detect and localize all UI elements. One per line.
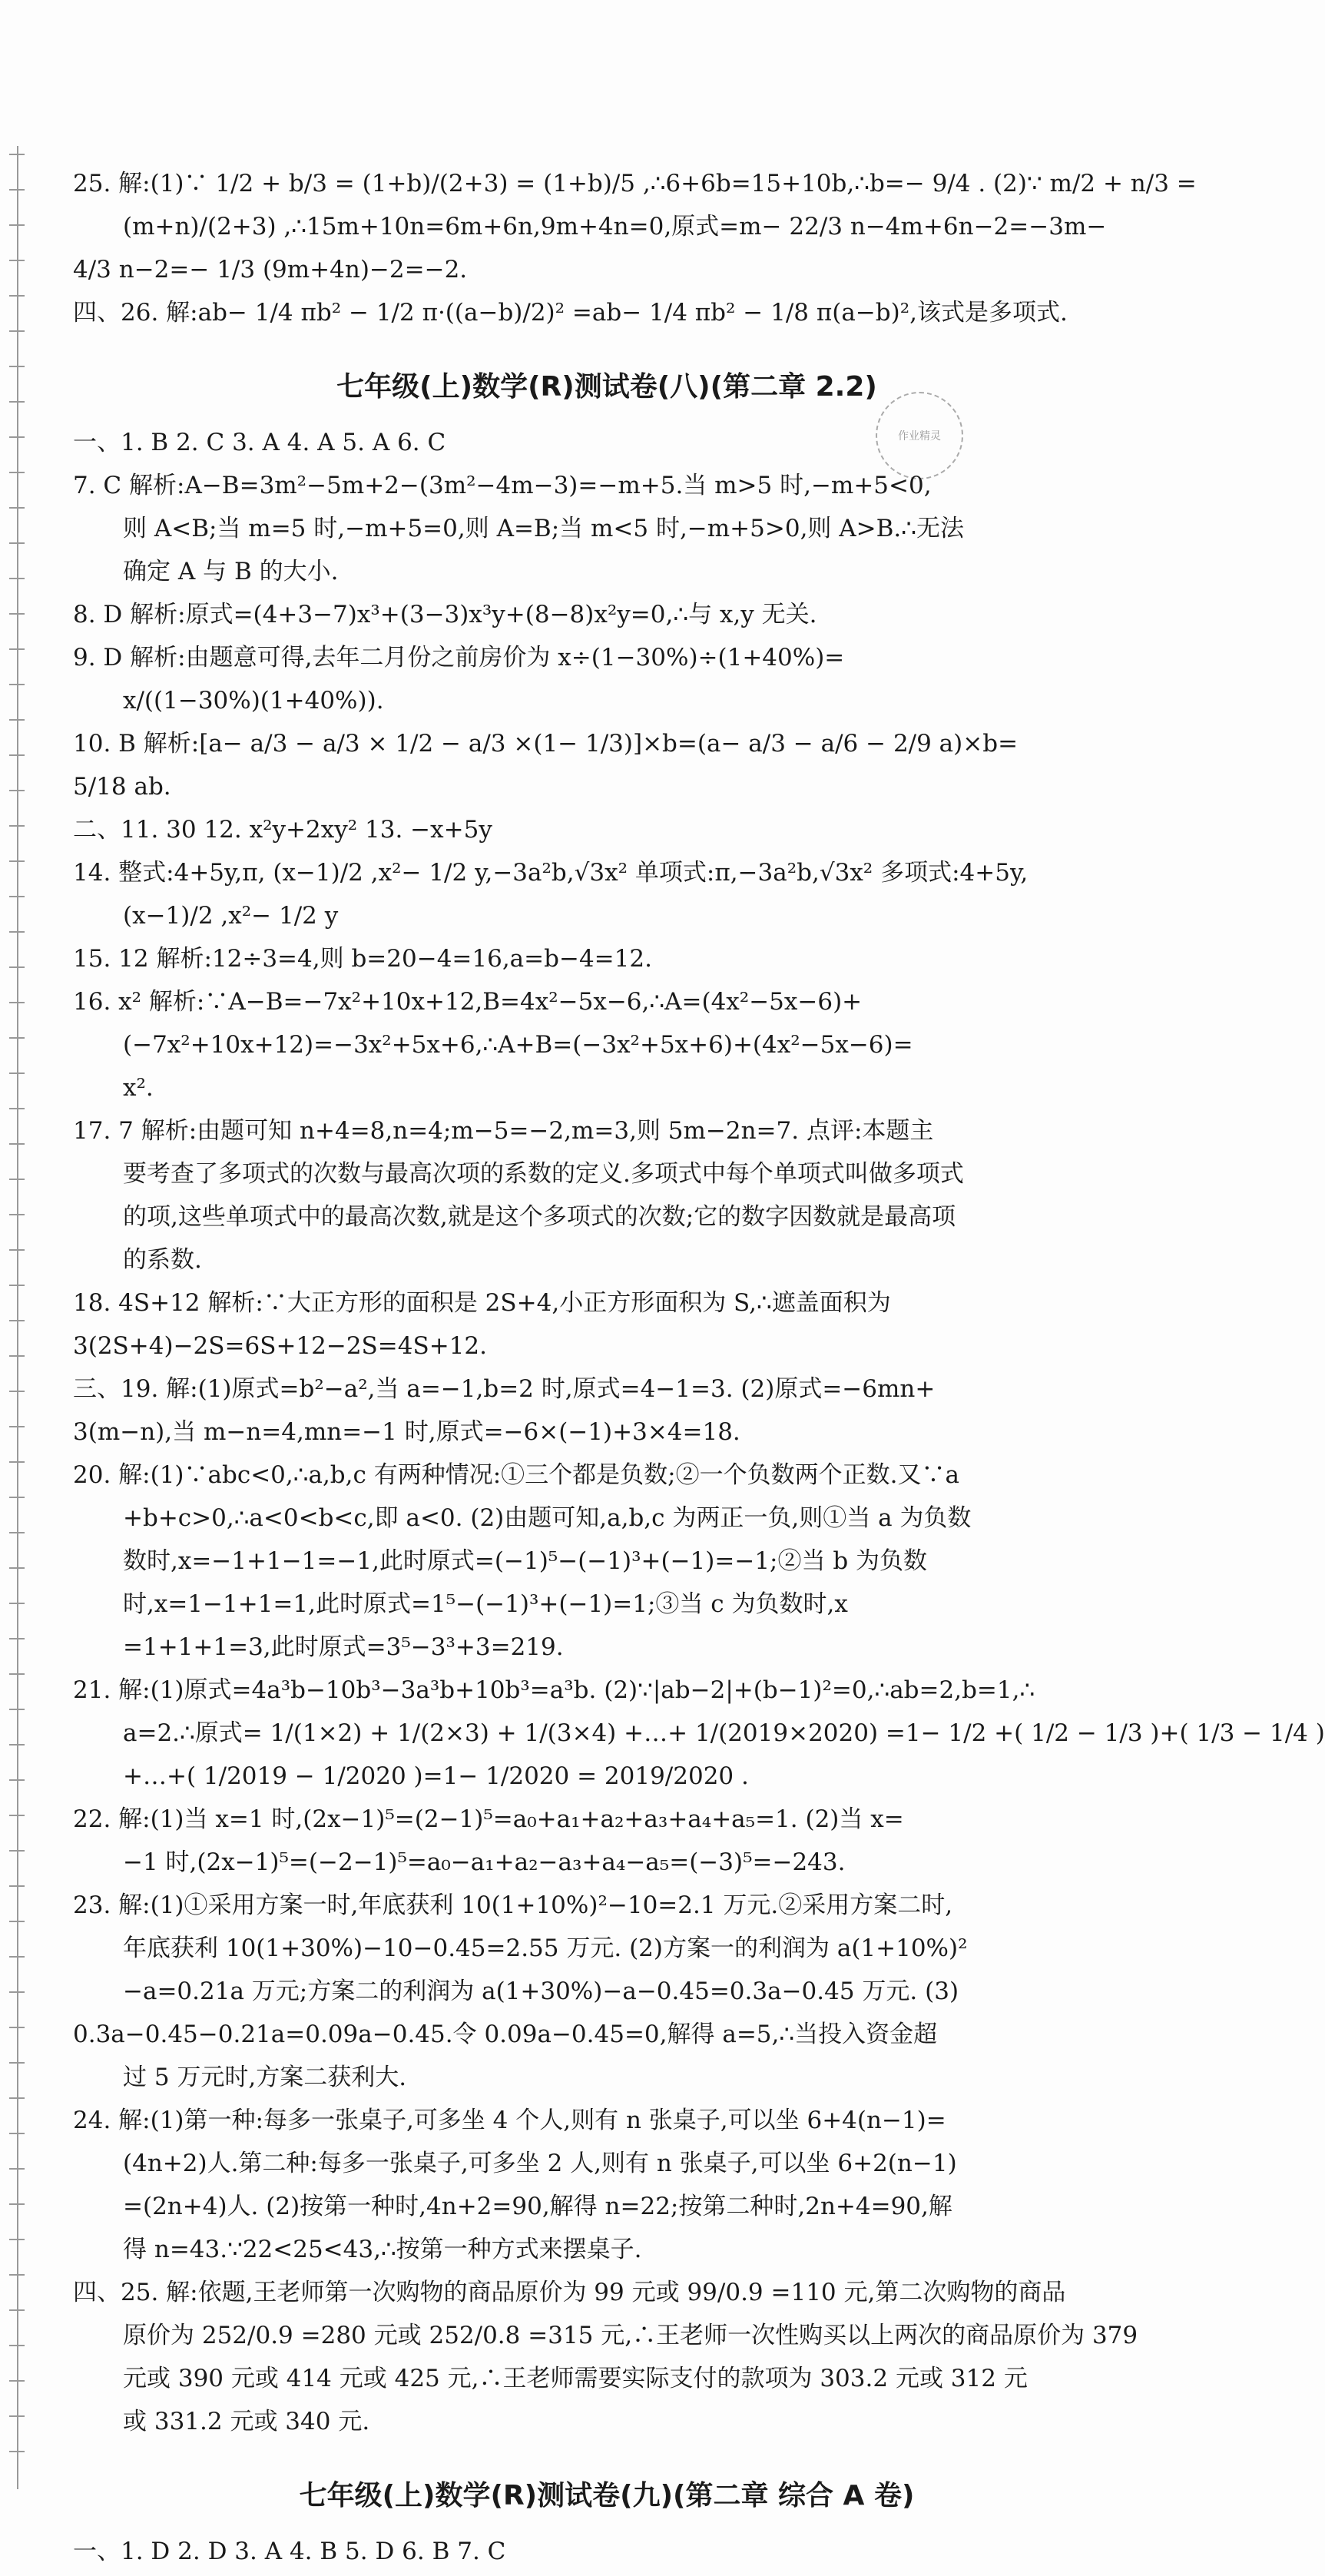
binding-tick [9, 1249, 25, 1251]
binding-tick [9, 1073, 25, 1074]
binding-tick [9, 1285, 25, 1286]
answer-line: 5/18 ab. [73, 773, 171, 801]
binding-tick [9, 1108, 25, 1109]
answer-line: 一、1. B 2. C 3. A 4. A 5. A 6. C [73, 429, 446, 456]
answer-line: 20. 解:(1)∵abc<0,∴a,b,c 有两种情况:①三个都是负数;②一个负数两个正数.又∵a [73, 1461, 959, 1489]
binding-tick [9, 613, 25, 615]
answer-line: 3(m−n),当 m−n=4,mn=−1 时,原式=−6×(−1)+3×4=18. [73, 1418, 740, 1446]
binding-tick [9, 2274, 25, 2276]
binding-tick [9, 1744, 25, 1746]
answer-line: 21. 解:(1)原式=4a³b−10b³−3a³b+10b³=a³b. (2)∵|ab−2|+(b−1)²=0,∴ab=2,b=1,∴ [73, 1676, 1035, 1704]
binding-tick [9, 2380, 25, 2382]
answer-line: 16. x² 解析:∵A−B=−7x²+10x+12,B=4x²−5x−6,∴A=(4x²−5x−6)+ [73, 988, 863, 1016]
binding-tick [9, 1815, 25, 1816]
watermark-stamp: 作业精灵 [876, 392, 963, 479]
binding-tick [9, 330, 25, 332]
answer-line: 7. C 解析:A−B=3m²−5m+2−(3m²−4m−3)=−m+5.当 m>5 时,−m+5<0, [73, 472, 932, 499]
binding-tick [9, 1991, 25, 1993]
binding-tick [9, 436, 25, 438]
answer-content [73, 165, 1325, 2576]
binding-tick [9, 1143, 25, 1145]
answer-line: 过 5 万元时,方案二获利大. [123, 2064, 407, 2091]
binding-tick [9, 1567, 25, 1569]
binding-tick [9, 966, 25, 968]
binding-tick [9, 578, 25, 579]
binding-tick [9, 2168, 25, 2170]
binding-tick [9, 790, 25, 791]
answer-line: 一、1. D 2. D 3. A 4. B 5. D 6. B 7. C [73, 2538, 506, 2565]
answer-line: (4n+2)人.第二种:每多一张桌子,可多坐 2 人,则有 n 张桌子,可以坐 6+2(n−1) [123, 2150, 957, 2177]
binding-tick [9, 1355, 25, 1357]
answer-line: 四、26. 解:ab− 1/4 πb² − 1/2 π·((a−b)/2)² =ab− 1/4 πb² − 1/8 π(a−b)²,该式是多项式. [73, 299, 1068, 327]
answer-line: x/((1−30%)(1+40%)). [123, 687, 384, 714]
binding-tick [9, 1497, 25, 1498]
binding-tick [9, 825, 25, 827]
binding-tick [9, 2309, 25, 2311]
answer-line: x². [123, 1074, 154, 1102]
answer-line: 8. D 解析:原式=(4+3−7)x³+(3−3)x³y+(8−8)x²y=0,∴与 x,y 无关. [73, 601, 817, 628]
answer-line: =(2n+4)人. (2)按第一种时,4n+2=90,解得 n=22;按第二种时,2n+4=90,解 [123, 2193, 952, 2220]
answer-line: (m+n)/(2+3) ,∴15m+10n=6m+6n,9m+4n=0,原式=m− 22/3 n−4m+6n−2=−3m− [123, 213, 1107, 240]
binding-tick [9, 1002, 25, 1003]
answers-block-test-9-start [73, 2533, 1141, 2570]
answer-line: 数时,x=−1+1−1=−1,此时原式=(−1)⁵−(−1)³+(−1)=−1;②当 b 为负数 [123, 1547, 928, 1575]
answer-line: −1 时,(2x−1)⁵=(−2−1)⁵=a₀−a₁+a₂−a₃+a₄−a₅=(−3)⁵=−243. [123, 1848, 846, 1876]
binding-tick [9, 2027, 25, 2028]
binding-tick [9, 1320, 25, 1321]
answer-line: 确定 A 与 B 的大小. [123, 558, 339, 585]
answer-line: 10. B 解析:[a− a/3 − a/3 × 1/2 − a/3 ×(1− 1/3)]×b=(a− a/3 − a/6 − 2/9 a)×b= [73, 730, 1019, 758]
binding-tick [9, 1603, 25, 1604]
binding-tick [9, 860, 25, 862]
binding-tick [9, 224, 25, 226]
answers-block-test-8 [73, 424, 1325, 2440]
binding-tick [9, 472, 25, 473]
binding-margin-line [17, 146, 18, 2489]
answer-line: 原价为 252/0.9 =280 元或 252/0.8 =315 元,∴王老师一次性购买以上两次的商品原价为 379 [123, 2322, 1138, 2349]
binding-tick [9, 1956, 25, 1958]
answer-line: −a=0.21a 万元;方案二的利润为 a(1+30%)−a−0.45=0.3a−0.45 万元. (3) [123, 1978, 959, 2005]
answer-line: 二、11. 30 12. x²y+2xy² 13. −x+5y [73, 816, 492, 844]
answer-line: (−7x²+10x+12)=−3x²+5x+6,∴A+B=(−3x²+5x+6)+(4x²−5x−6)= [123, 1031, 913, 1059]
binding-tick [9, 754, 25, 756]
answer-line: 时,x=1−1+1=1,此时原式=1⁵−(−1)³+(−1)=1;③当 c 为负数时,x [123, 1590, 848, 1618]
answer-line: =1+1+1=3,此时原式=3⁵−3³+3=219. [123, 1633, 564, 1661]
answer-line: 24. 解:(1)第一种:每多一张桌子,可多坐 4 个人,则有 n 张桌子,可以坐 6+4(n−1)= [73, 2107, 946, 2134]
section-heading-test-9: 七年级(上)数学(R)测试卷(九)(第二章 综合 A 卷) [299, 2480, 915, 2511]
answer-line: 得 n=43.∵22<25<43,∴按第一种方式来摆桌子. [123, 2236, 642, 2263]
answer-line: 9. D 解析:由题意可得,去年二月份之前房价为 x÷(1−30%)÷(1+40%)= [73, 644, 845, 671]
answers-block-test-7-end [73, 165, 1197, 331]
binding-tick [9, 189, 25, 191]
binding-tick [9, 648, 25, 650]
binding-tick [9, 507, 25, 509]
answer-line: a=2.∴原式= 1/(1×2) + 1/(2×3) + 1/(3×4) +…+ 1/(2019×2020) =1− 1/2 +( 1/2 − 1/3 )+( 1/3 − 1/4 ) [123, 1719, 1325, 1747]
binding-tick [9, 719, 25, 721]
binding-tick [9, 2062, 25, 2064]
binding-tick [9, 896, 25, 897]
binding-tick [9, 2239, 25, 2240]
answer-line: 15. 12 解析:12÷3=4,则 b=20−4=16,a=b−4=12. [73, 945, 652, 973]
answer-line: 年底获利 10(1+30%)−10−0.45=2.55 万元. (2)方案一的利润为 a(1+10%)² [123, 1934, 968, 1962]
binding-tick [9, 542, 25, 544]
answer-line: 的系数. [123, 1246, 202, 1274]
answer-line: 4/3 n−2=− 1/3 (9m+4n)−2=−2. [73, 256, 468, 283]
answer-line: 要考查了多项式的次数与最高次项的系数的定义.多项式中每个单项式叫做多项式 [123, 1160, 964, 1188]
section-heading-test-8: 七年级(上)数学(R)测试卷(八)(第二章 2.2) [336, 371, 877, 403]
answer-line: 的项,这些单项式中的最高次数,就是这个多项式的次数;它的数字因数就是最高项 [123, 1203, 956, 1231]
binding-tick [9, 2451, 25, 2452]
binding-tick [9, 260, 25, 261]
answer-line: 25. 解:(1)∵ 1/2 + b/3 = (1+b)/(2+3) = (1+b)/5 ,∴6+6b=15+10b,∴b=− 9/4 . (2)∵ m/2 + n/3 = [73, 170, 1197, 197]
answer-line: 3(2S+4)−2S=6S+12−2S=4S+12. [73, 1332, 488, 1360]
binding-tick [9, 1779, 25, 1781]
binding-tick [9, 1179, 25, 1180]
binding-tick [9, 1391, 25, 1392]
binding-tick [9, 1214, 25, 1215]
binding-tick [9, 1426, 25, 1427]
binding-tick [9, 1709, 25, 1710]
binding-tick [9, 1921, 25, 1922]
binding-tick [9, 401, 25, 403]
answer-line: 四、25. 解:依题,王老师第一次购物的商品原价为 99 元或 99/0.9 =110 元,第二次购物的商品 [73, 2279, 1066, 2306]
answer-line: 三、19. 解:(1)原式=b²−a²,当 a=−1,b=2 时,原式=4−1=3. (2)原式=−6mn+ [73, 1375, 936, 1403]
answer-line: 18. 4S+12 解析:∵大正方形的面积是 2S+4,小正方形面积为 S,∴遮盖面积为 [73, 1289, 891, 1317]
answer-line: 则 A<B;当 m=5 时,−m+5=0,则 A=B;当 m<5 时,−m+5>0,则 A>B.∴无法 [123, 515, 965, 542]
binding-tick [9, 931, 25, 933]
binding-tick [9, 1673, 25, 1675]
binding-tick [9, 154, 25, 155]
answer-line: 或 331.2 元或 340 元. [123, 2408, 370, 2435]
binding-tick [9, 1850, 25, 1852]
binding-tick [9, 2133, 25, 2134]
answer-line: +b+c>0,∴a<0<b<c,即 a<0. (2)由题可知,a,b,c 为两正一负,则①当 a 为负数 [123, 1504, 972, 1532]
binding-tick [9, 1461, 25, 1463]
binding-tick [9, 295, 25, 297]
answer-line: 0.3a−0.45−0.21a=0.09a−0.45.令 0.09a−0.45=0,解得 a=5,∴当投入资金超 [73, 2021, 938, 2048]
binding-tick [9, 1885, 25, 1887]
binding-tick [9, 1638, 25, 1639]
binding-tick [9, 2415, 25, 2417]
binding-tick [9, 2203, 25, 2205]
answer-line: (x−1)/2 ,x²− 1/2 y [123, 902, 339, 930]
binding-tick [9, 366, 25, 367]
answer-line: 22. 解:(1)当 x=1 时,(2x−1)⁵=(2−1)⁵=a₀+a₁+a₂+a₃+a₄+a₅=1. (2)当 x= [73, 1805, 904, 1833]
answer-line: 元或 390 元或 414 元或 425 元,∴王老师需要实际支付的款项为 303.2 元或 312 元 [123, 2365, 1028, 2392]
answer-line: +…+( 1/2019 − 1/2020 )=1− 1/2020 = 2019/2020 . [123, 1762, 749, 1790]
answer-line: 14. 整式:4+5y,π, (x−1)/2 ,x²− 1/2 y,−3a²b,√3x² 单项式:π,−3a²b,√3x² 多项式:4+5y, [73, 859, 1029, 887]
binding-tick [9, 684, 25, 685]
binding-tick [9, 1037, 25, 1039]
binding-tick [9, 1532, 25, 1533]
answer-line: 17. 7 解析:由题可知 n+4=8,n=4;m−5=−2,m=3,则 5m−2n=7. 点评:本题主 [73, 1117, 934, 1145]
binding-tick [9, 2345, 25, 2346]
answer-line: 23. 解:(1)①采用方案一时,年底获利 10(1+10%)²−10=2.1 万元.②采用方案二时, [73, 1891, 953, 1919]
binding-tick [9, 2097, 25, 2099]
